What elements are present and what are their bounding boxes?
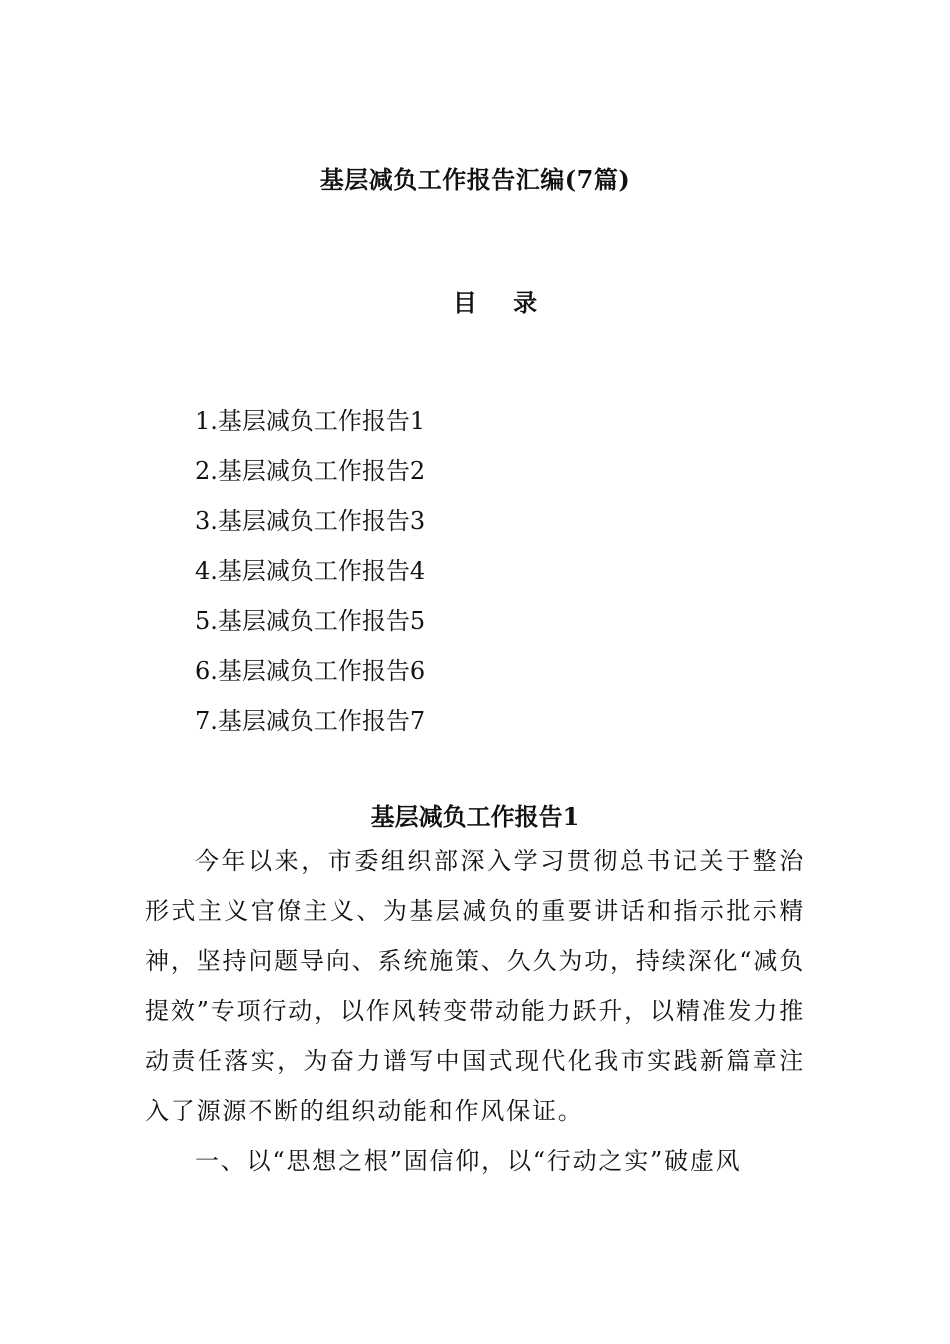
toc-item[interactable]: 7.基层减负工作报告7 xyxy=(195,707,426,735)
document-title: 基层减负工作报告汇编(7篇) xyxy=(319,165,631,194)
body-text xyxy=(145,836,805,1186)
toc-item[interactable]: 5.基层减负工作报告5 xyxy=(195,607,426,635)
toc-item[interactable]: 4.基层减负工作报告4 xyxy=(195,557,426,585)
toc-item[interactable]: 6.基层减负工作报告6 xyxy=(195,657,426,685)
toc-item[interactable]: 3.基层减负工作报告3 xyxy=(195,507,426,535)
toc-heading: 目 录 xyxy=(452,288,552,317)
table-of-contents xyxy=(195,396,425,746)
paragraph: 今年以来，市委组织部深入学习贯彻总书记关于整治形式主义官僚主义、为基层减负的重要讲话和指示批示精神，坚持问题导向、系统施策、久久为功，持续深化“减负提效”专项行动，以作风转变带动能力跃升，以精准发力推动责任落实，为奋力谱写中国式现代化我市实践新篇章注入了源源不断的组织动能和作风保证。 xyxy=(145,847,805,1125)
section-title: 基层减负工作报告1 xyxy=(370,802,580,831)
toc-item[interactable]: 1.基层减负工作报告1 xyxy=(195,407,426,435)
toc-item[interactable]: 2.基层减负工作报告2 xyxy=(195,457,426,485)
paragraph-heading: 一、以“思想之根”固信仰，以“行动之实”破虚风 xyxy=(195,1147,742,1175)
